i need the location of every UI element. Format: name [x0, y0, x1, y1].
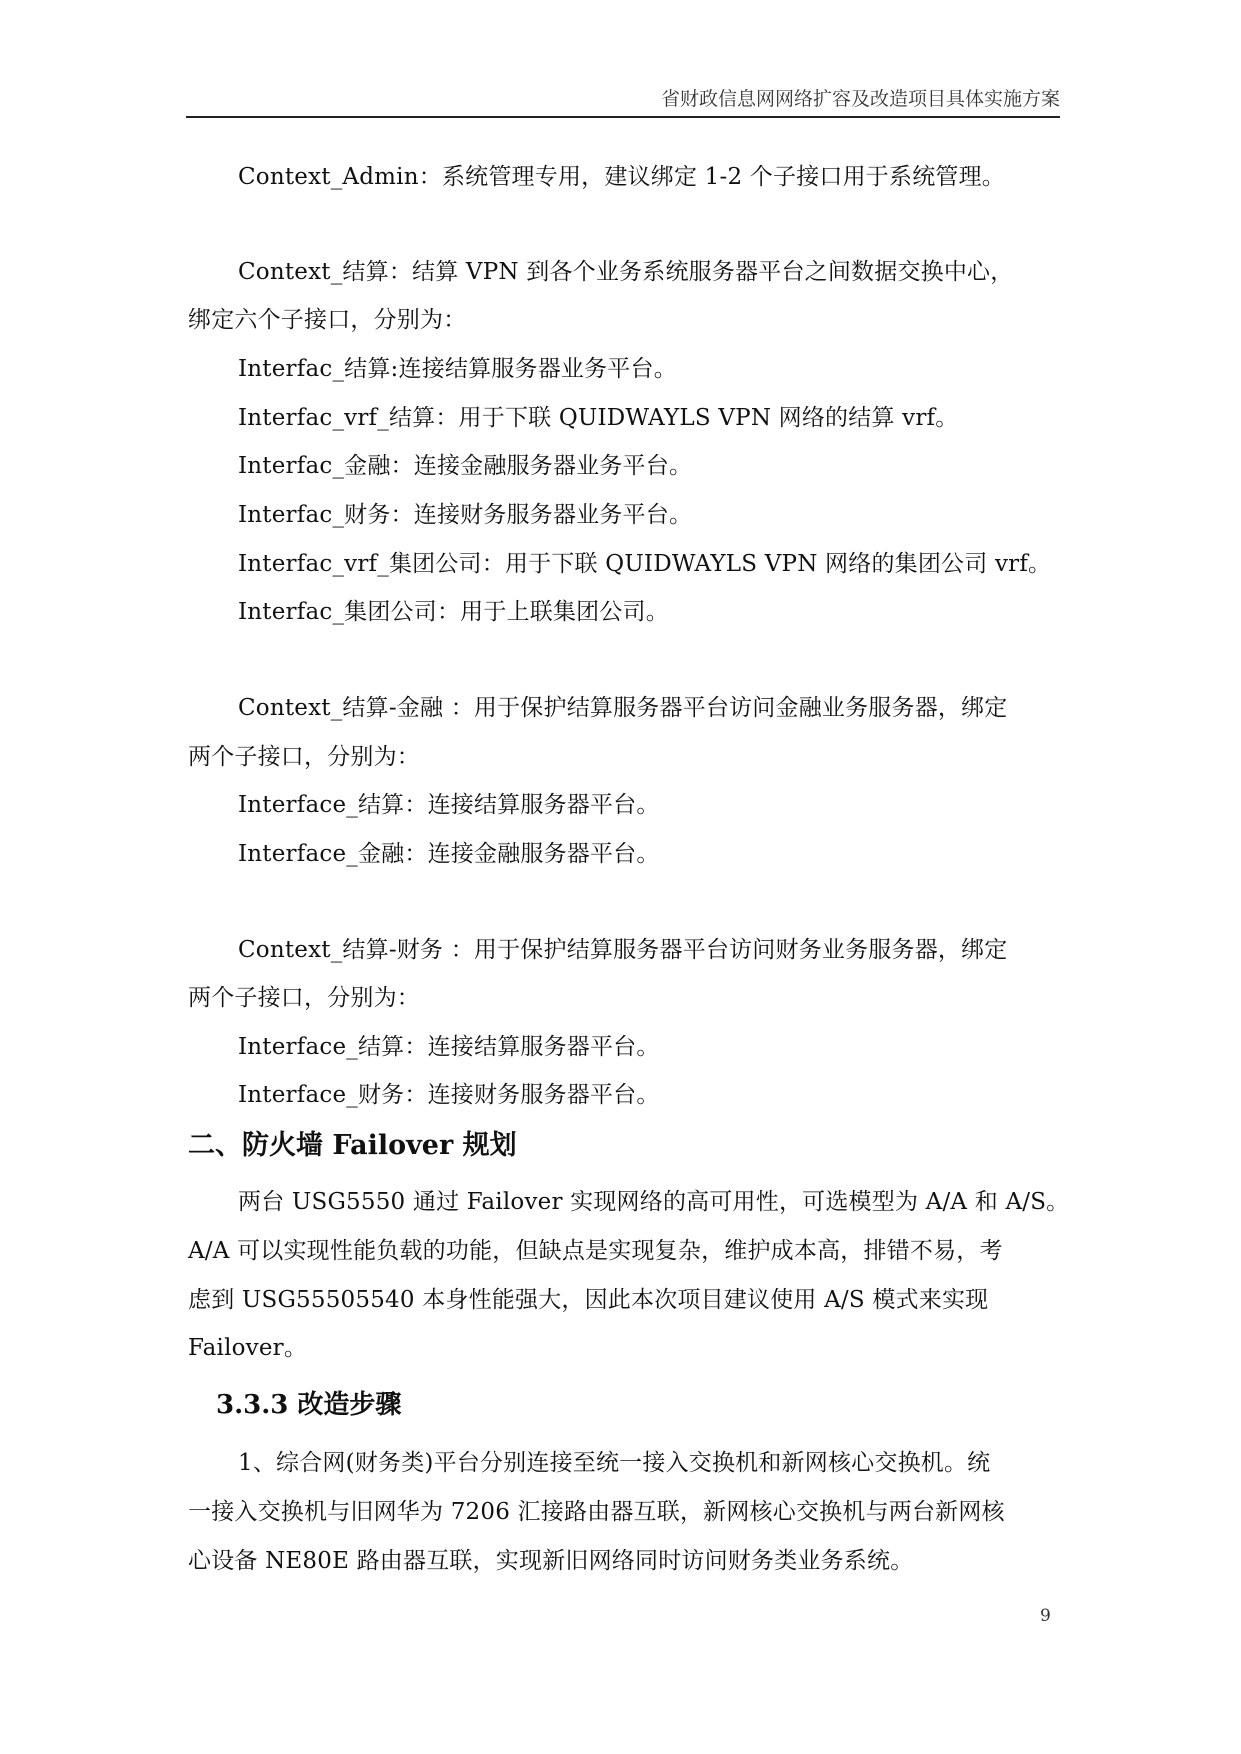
- interface-item: Interface_结算：连接结算服务器平台。: [238, 1034, 660, 1060]
- section-heading-failover: 二、防火墙 Failover 规划: [188, 1130, 517, 1161]
- interface-item: Interface_财务：连接财务服务器平台。: [238, 1082, 660, 1108]
- paragraph-context-jiesuan-line-1: Context_结算：结算 VPN 到各个业务系统服务器平台之间数据交换中心，: [238, 259, 1014, 285]
- steps-paragraph-line: 1、综合网(财务类)平台分别连接至统一接入交换机和新网核心交换机。统: [238, 1450, 991, 1476]
- paragraph-context-jiesuan-line-2: 绑定六个子接口，分别为：: [188, 307, 467, 333]
- interface-item: Interfac_集团公司：用于上联集团公司。: [238, 599, 669, 625]
- interface-item: Interface_金融：连接金融服务器平台。: [238, 841, 660, 867]
- failover-paragraph-line: Failover。: [188, 1335, 308, 1361]
- interface-item: Interfac_vrf_集团公司：用于下联 QUIDWAYLS VPN 网络的集团公司 vrf。: [238, 551, 1052, 577]
- steps-paragraph-line: 一接入交换机与旧网华为 7206 汇接路由器互联，新网核心交换机与两台新网核: [188, 1499, 1005, 1525]
- failover-paragraph-line: A/A 可以实现性能负载的功能，但缺点是实现复杂，维护成本高，排错不易，考: [188, 1238, 1003, 1264]
- paragraph-context-jiesuan-jinrong-line-1: Context_结算-金融 ：用于保护结算服务器平台访问金融业务服务器，绑定: [238, 695, 1008, 721]
- interface-item: Interfac_财务：连接财务服务器业务平台。: [238, 502, 693, 528]
- interface-item: Interfac_结算:连接结算服务器业务平台。: [238, 356, 677, 382]
- paragraph-context-jiesuan-jinrong-line-2: 两个子接口，分别为：: [188, 744, 420, 770]
- failover-paragraph-line: 虑到 USG55505540 本身性能强大，因此本次项目建议使用 A/S 模式来实现: [188, 1287, 989, 1313]
- header-title: 省财政信息网网络扩容及改造项目具体实施方案: [660, 88, 1060, 110]
- paragraph-context-admin: Context_Admin：系统管理专用，建议绑定 1-2 个子接口用于系统管理。: [238, 164, 1005, 190]
- paragraph-context-jiesuan-caiwu-line-1: Context_结算-财务 ：用于保护结算服务器平台访问财务业务服务器，绑定: [238, 937, 1008, 963]
- section-heading-3-3-3: 3.3.3 改造步骤: [216, 1390, 402, 1420]
- steps-paragraph-line: 心设备 NE80E 路由器互联，实现新旧网络同时访问财务类业务系统。: [188, 1548, 914, 1574]
- page-header: [186, 86, 1060, 118]
- page-number: 9: [1040, 1606, 1051, 1626]
- interface-item: Interfac_金融：连接金融服务器业务平台。: [238, 453, 693, 479]
- interface-item: Interfac_vrf_结算：用于下联 QUIDWAYLS VPN 网络的结算 vrf。: [238, 405, 959, 431]
- interface-item: Interface_结算：连接结算服务器平台。: [238, 792, 660, 818]
- paragraph-context-jiesuan-caiwu-line-2: 两个子接口，分别为：: [188, 985, 420, 1011]
- failover-paragraph-line: 两台 USG5550 通过 Failover 实现网络的高可用性，可选模型为 A/A 和 A/S。: [238, 1189, 1070, 1215]
